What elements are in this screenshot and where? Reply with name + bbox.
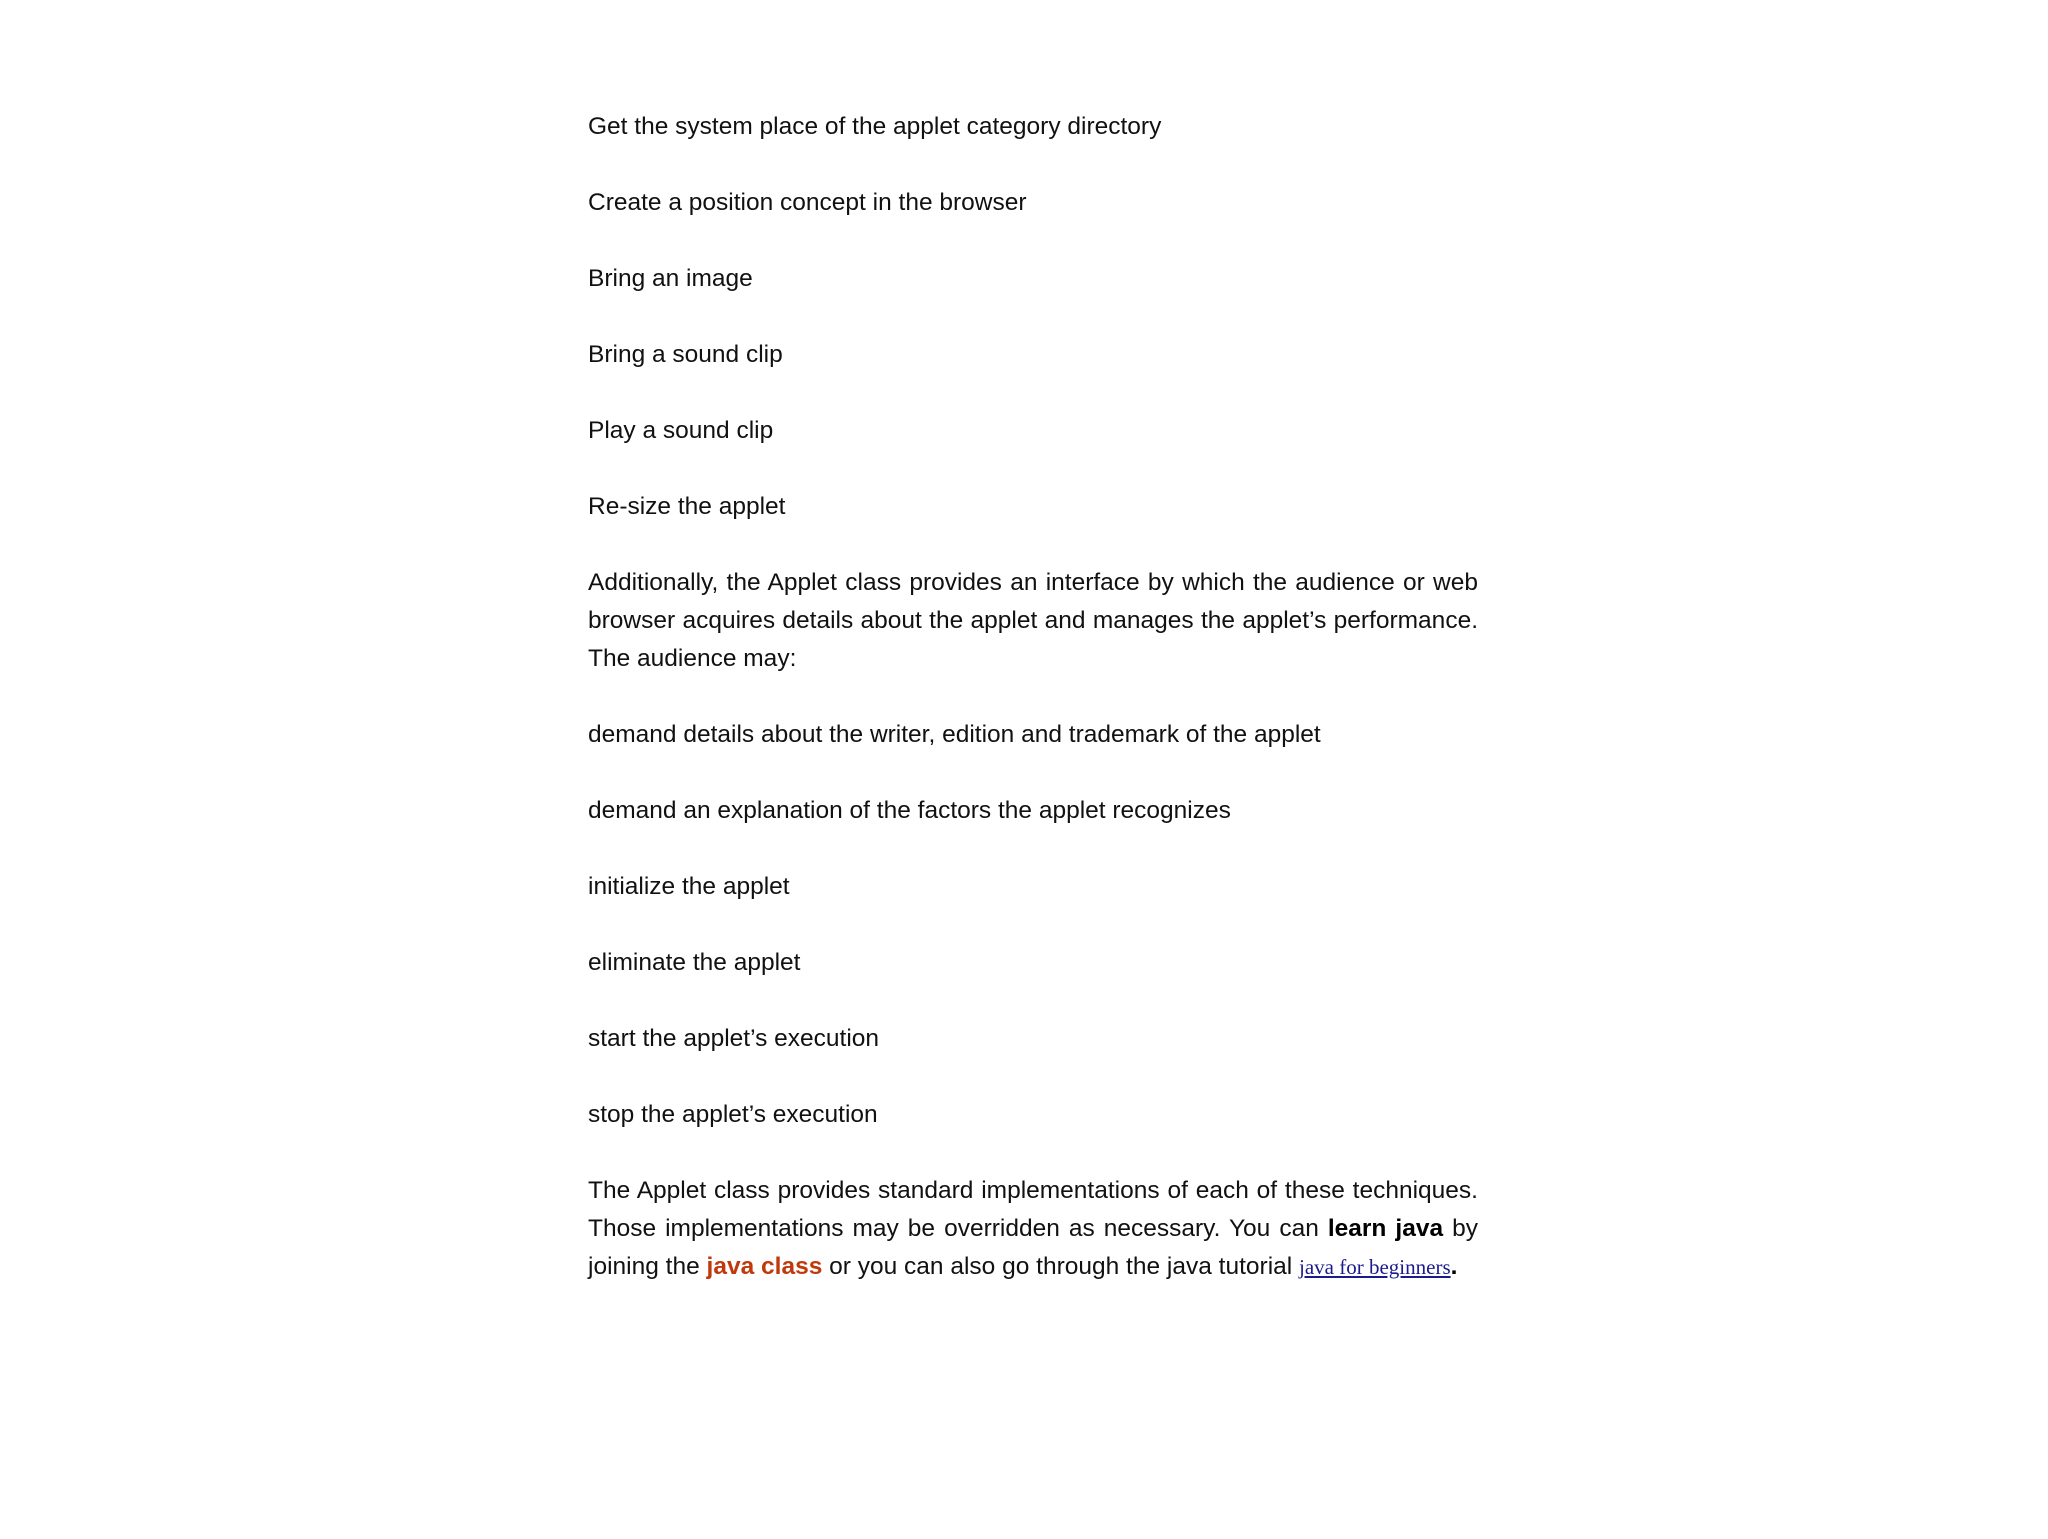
spacer	[588, 146, 1478, 184]
list-item: Bring a sound clip	[588, 341, 783, 368]
list-item: eliminate the applet	[588, 949, 801, 976]
spacer	[588, 982, 1478, 1020]
paragraph-implementations	[588, 1172, 1478, 1286]
list-item: start the applet’s execution	[588, 1025, 880, 1052]
spacer	[588, 830, 1478, 868]
spacer	[588, 526, 1478, 564]
paragraph-audience: Additionally, the Applet class provides an interface by which the audience or web browser acquires details about the applet and manages the applet’s performance. The audience may:	[588, 569, 1478, 672]
list-item: Create a position concept in the browser	[588, 189, 1027, 216]
list-item: initialize the applet	[588, 873, 790, 900]
paragraph-period: .	[1450, 1253, 1458, 1280]
document-body	[588, 108, 1478, 1286]
spacer	[588, 906, 1478, 944]
spacer	[588, 222, 1478, 260]
list-item: Play a sound clip	[588, 417, 774, 444]
spacer	[588, 374, 1478, 412]
spacer	[588, 1058, 1478, 1096]
list-item: stop the applet’s execution	[588, 1101, 878, 1128]
spacer	[588, 1134, 1478, 1172]
list-item: Get the system place of the applet category directory	[588, 113, 1162, 140]
spacer	[588, 754, 1478, 792]
paragraph-text: by joining the	[588, 1215, 1478, 1280]
spacer	[588, 678, 1478, 716]
list-item: Bring an image	[588, 265, 753, 292]
list-item: demand an explanation of the factors the applet recognizes	[588, 797, 1231, 824]
java-class-highlight: java class	[706, 1253, 823, 1280]
paragraph-text: The Applet class provides standard implementations of each of these techniques. Those implementations may be overridden as necessary. You can	[588, 1177, 1478, 1242]
spacer	[588, 450, 1478, 488]
learn-java-emphasis: learn java	[1327, 1215, 1444, 1242]
list-item: demand details about the writer, edition and trademark of the applet	[588, 721, 1321, 748]
spacer	[588, 298, 1478, 336]
list-item: Re-size the applet	[588, 493, 786, 520]
paragraph-text: or you can also go through the java tutorial	[822, 1253, 1300, 1280]
java-for-beginners-link[interactable]: java for beginners	[1299, 1255, 1451, 1279]
